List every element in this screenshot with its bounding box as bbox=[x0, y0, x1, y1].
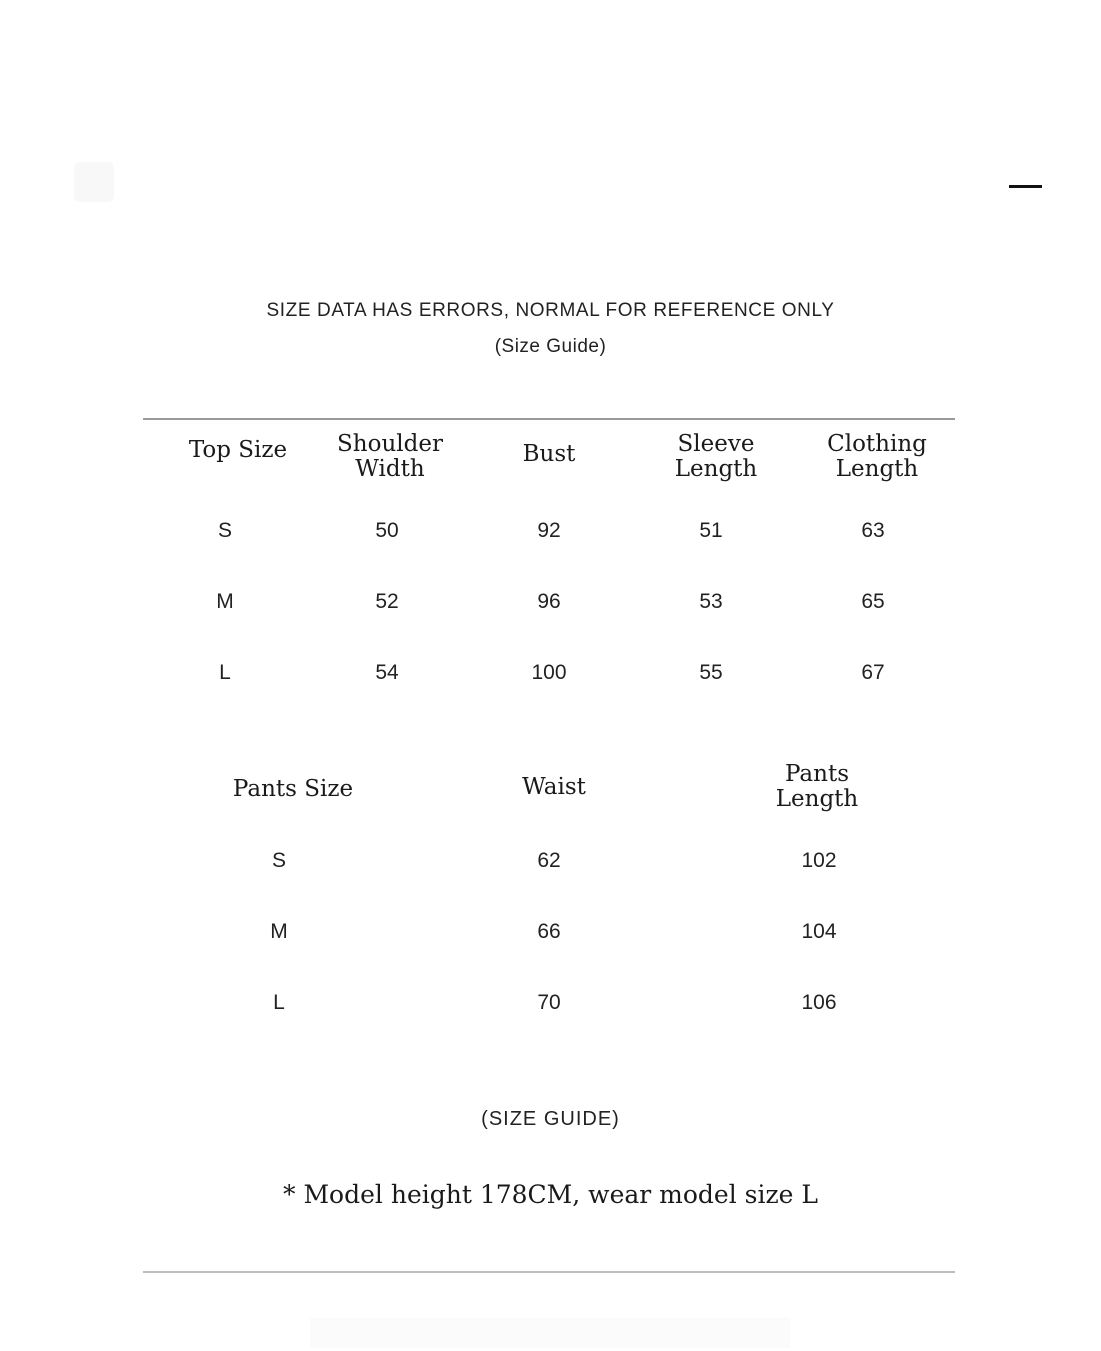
clothing-length-cell: 67 bbox=[861, 661, 885, 684]
waist-cell: 70 bbox=[537, 991, 561, 1014]
faint-footer-bar bbox=[310, 1318, 790, 1348]
sleeve-cell: 51 bbox=[699, 519, 723, 542]
model-height-note: * Model height 178CM, wear model size L bbox=[283, 1180, 818, 1209]
waist-cell: 66 bbox=[537, 920, 561, 943]
shoulder-cell: 52 bbox=[375, 590, 399, 613]
size-cell: L bbox=[219, 661, 231, 684]
header-pants-length: Pants Length bbox=[775, 761, 859, 812]
faint-logo-mark bbox=[74, 162, 114, 202]
size-guide-caption: (SIZE GUIDE) bbox=[481, 1108, 620, 1130]
bust-cell: 96 bbox=[537, 590, 561, 613]
header-sleeve-length: Sleeve Length bbox=[674, 431, 758, 482]
pants-size-cell: L bbox=[273, 991, 285, 1014]
sleeve-cell: 55 bbox=[699, 661, 723, 684]
header-clothing-length: Clothing Length bbox=[827, 431, 927, 482]
header-bust: Bust bbox=[522, 441, 576, 467]
header-shoulder-width: Shoulder Width bbox=[337, 431, 443, 482]
size-disclaimer: SIZE DATA HAS ERRORS, NORMAL FOR REFERENCE ONLY bbox=[266, 300, 835, 321]
bust-cell: 100 bbox=[531, 661, 567, 684]
size-cell: M bbox=[216, 590, 234, 613]
minus-icon[interactable] bbox=[1009, 185, 1042, 188]
pants-length-cell: 104 bbox=[801, 920, 837, 943]
size-guide-label: (Size Guide) bbox=[494, 336, 607, 357]
size-cell: S bbox=[217, 519, 233, 542]
bottom-divider bbox=[143, 1271, 955, 1273]
header-top-size: Top Size bbox=[188, 437, 288, 463]
sleeve-cell: 53 bbox=[699, 590, 723, 613]
shoulder-cell: 54 bbox=[375, 661, 399, 684]
header-pants-size: Pants Size bbox=[232, 776, 354, 802]
pants-length-cell: 102 bbox=[801, 849, 837, 872]
pants-size-cell: M bbox=[270, 920, 288, 943]
clothing-length-cell: 63 bbox=[861, 519, 885, 542]
shoulder-cell: 50 bbox=[375, 519, 399, 542]
waist-cell: 62 bbox=[537, 849, 561, 872]
top-divider bbox=[143, 418, 955, 420]
clothing-length-cell: 65 bbox=[861, 590, 885, 613]
pants-length-cell: 106 bbox=[801, 991, 837, 1014]
header-waist: Waist bbox=[522, 774, 586, 800]
pants-size-cell: S bbox=[271, 849, 287, 872]
bust-cell: 92 bbox=[537, 519, 561, 542]
